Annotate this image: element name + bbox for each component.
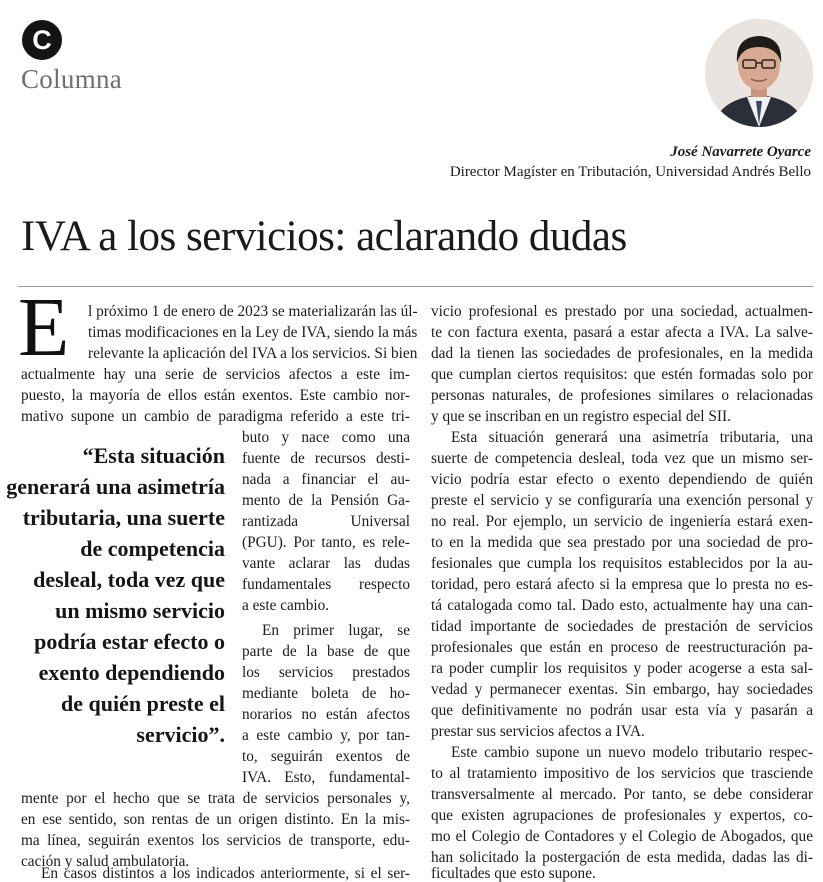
body-line: fesionales que cumpla los requisitos establecidos por la au-	[431, 555, 813, 572]
body-line: fuente de recursos desti-	[242, 450, 410, 467]
pullquote-line: un mismo servicio	[55, 598, 225, 623]
body-line: y que se inscriban en un registro especial del SII.	[431, 408, 731, 425]
body-line: mente por el hecho que se trata de servicios personales y,	[21, 790, 410, 807]
body-line: tidad importante de sociedades de prestación de servicios	[431, 618, 813, 635]
body-line: fundamentales respecto	[242, 576, 410, 593]
author-role: Director Magíster en Tributación, Universidad Andrés Bello	[449, 164, 811, 180]
body-line: en ese sentido, son rentas de un origen distinto. En la mis-	[21, 811, 410, 828]
body-line: que existen agrupaciones de profesionales y expertos, co-	[431, 807, 813, 824]
pullquote-line: generará una asimetría	[6, 474, 225, 499]
body-line: mediante boleta de ho-	[242, 685, 410, 702]
pullquote-line: tributaria, una suerte	[22, 505, 225, 530]
body-line: a este cambio y, por tan-	[242, 727, 410, 744]
body-line: vicio podría estar efecto o exento dependiendo de quién	[431, 471, 813, 488]
body-line: preste el servicio y se configuraría una exención personal y	[431, 492, 813, 509]
body-line: prestar sus servicios afectos a IVA.	[431, 723, 645, 740]
pullquote-line: servicio”.	[136, 722, 225, 747]
divider	[18, 286, 813, 287]
body-line: suerte de competencia desleal, toda vez que un mismo ser-	[431, 450, 813, 467]
body-line: los servicios prestados	[242, 664, 410, 681]
body-line: mativo supone un cambio de paradigma referido a este tri-	[21, 408, 410, 425]
section-label: Columna	[21, 64, 123, 94]
body-line: ma línea, seguirán exentos los servicios de transporte, edu-	[21, 832, 410, 849]
body-line: no real. Por ejemplo, un servicio de ingeniería estará exen-	[431, 513, 813, 530]
body-line: nada a financiar el au-	[242, 471, 410, 488]
body-line: que cumplan ciertos requisitos: que estén formadas solo por	[431, 366, 813, 383]
body-line: vicio profesional es prestado por una sociedad, actualmen-	[431, 303, 813, 320]
body-line: buto y nace como una	[242, 429, 410, 446]
body-line: puesto, la mayoría de ellos están exentos. Este cambio nor-	[21, 387, 410, 404]
pullquote-line: desleal, toda vez que	[33, 567, 225, 592]
body-line: to, seguirán exentos de	[242, 748, 410, 765]
pullquote-line: exento dependiendo	[38, 660, 225, 685]
body-line: a este cambio.	[242, 597, 330, 614]
body-line: En casos distintos a los indicados anteriormente, si el ser-	[41, 865, 410, 882]
author-portrait	[705, 19, 813, 127]
body-line: ra poder cumplir los requisitos y poder acogerse a esta sal-	[431, 660, 813, 677]
body-line: transversalmente al mercado. Por tanto, se debe considerar	[431, 786, 813, 803]
body-line: te con factura exenta, pasará a estar afecta a IVA. La salve-	[431, 324, 813, 341]
body-line: ficultades que esto supone.	[431, 865, 596, 882]
headline: IVA a los servicios: aclarando dudas	[21, 213, 627, 260]
author-name: José Navarrete Oyarce	[670, 144, 811, 160]
body-line: rantizada Universal	[242, 513, 410, 530]
pullquote-line: podría estar efecto o	[34, 629, 225, 654]
body-line: Este cambio supone un nuevo modelo tributario respec-	[451, 744, 813, 761]
body-line: que definitivamente no podrán usar esta vía y pasarán a	[431, 702, 813, 719]
body-line: vedad y permanecer exentas. Sin embargo, hay sociedades	[431, 681, 813, 698]
body-line: dad la tienen las sociedades de profesionales, en la medida	[431, 345, 813, 362]
body-line: parte de la base de que	[242, 643, 410, 660]
body-line: (PGU). Por tanto, es rele-	[242, 534, 410, 551]
body-line: l próximo 1 de enero de 2023 se materializarán las úl-	[88, 303, 418, 320]
body-line: personas naturales, de profesiones similares o relacionadas	[431, 387, 813, 404]
body-line: profesionales que están en proceso de reestructuración pa-	[431, 639, 813, 656]
body-line: to en la medida que sea prestado por una sociedad de pro-	[431, 534, 813, 551]
body-line: toridad, pero estará afecto si la empresa que lo presta no es-	[431, 576, 813, 593]
drop-cap: E	[18, 281, 70, 374]
body-line: Esta situación generará una asimetría tributaria, una	[451, 429, 813, 446]
body-line: mento de la Pensión Ga-	[242, 492, 410, 509]
pullquote-line: de competencia	[80, 536, 225, 561]
column-badge: C	[22, 20, 62, 60]
body-line: to al tratamiento impositivo de los servicios que trasciende	[431, 765, 813, 782]
body-line: timas modificaciones en la Ley de IVA, siendo la más	[88, 324, 418, 341]
body-line: tá catalogada como tal. Dado esto, actualmente hay una can-	[431, 597, 813, 614]
body-line: mo el Colegio de Contadores y el Colegio de Abogados, que	[431, 828, 813, 845]
body-line: actualmente hay una serie de servicios afectos a este im-	[21, 366, 410, 383]
pullquote-line: de quién preste el	[61, 691, 225, 716]
author-avatar	[705, 19, 813, 127]
body-line: cación y salud ambulatoria.	[21, 853, 190, 870]
pullquote-line: “Esta situación	[82, 443, 225, 468]
body-line: En primer lugar, se	[262, 622, 410, 639]
body-line: vante aclarar las dudas	[242, 555, 410, 572]
body-line: IVA. Esto, fundamental-	[242, 769, 410, 786]
body-line: norarios no están afectos	[242, 706, 410, 723]
body-line: relevante la aplicación del IVA a los servicios. Si bien	[88, 345, 418, 362]
body-line: han solicitado la postergación de esta medida, dadas las di-	[431, 849, 813, 866]
